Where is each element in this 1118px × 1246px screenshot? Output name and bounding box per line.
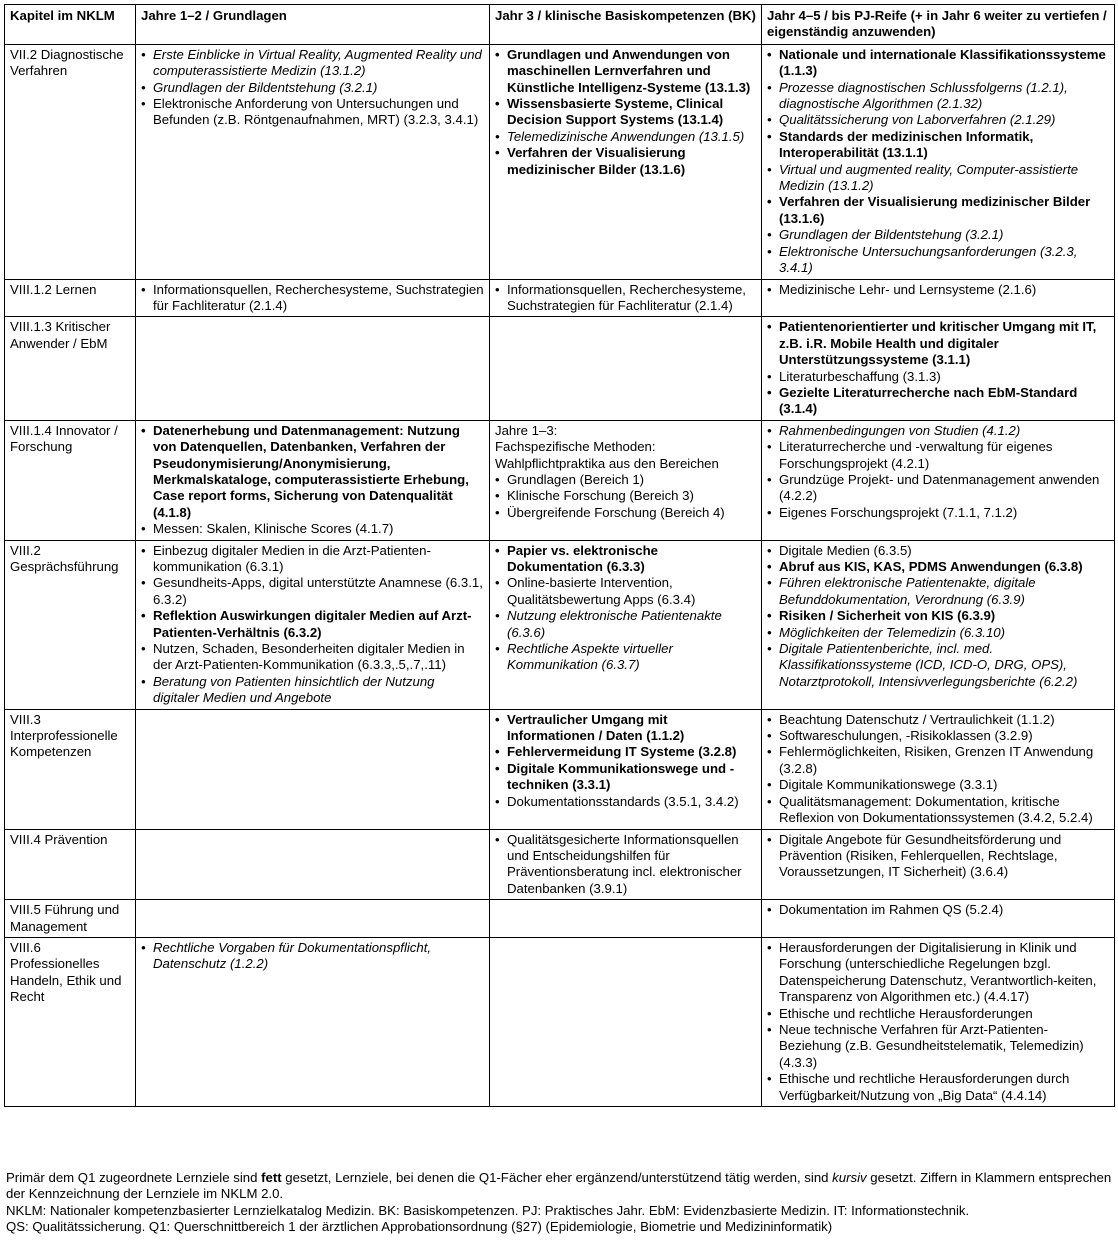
table-row: [5, 540, 1115, 709]
list-item: • Informationsquellen, Recherchesysteme, Suchstrategien für Fachliteratur (2.1.4): [141, 282, 484, 315]
bullet-list: [141, 47, 484, 129]
list-item: • Wissensbasierte Systeme, Clinical Decision Support Systems (13.1.4): [495, 96, 756, 129]
list-item: • Digitale Medien (6.3.5): [767, 543, 1109, 559]
bullet-list: [495, 832, 756, 898]
cell-years-4-5: [762, 279, 1115, 317]
cell-year-3: [490, 279, 762, 317]
list-item: • Risiken / Sicherheit von KIS (6.3.9): [767, 608, 1109, 624]
footnote-text: gesetzt, Lernziele, bei denen die Q1-Fächer eher ergänzend/unterstützend tätig werden, sind: [281, 1170, 833, 1185]
cell-year-3: [490, 937, 762, 1106]
cell-text: Fachspezifische Methoden: Wahlpflichtpraktika aus den Bereichen: [495, 439, 719, 471]
list-item: • Papier vs. elektronische Dokumentation (6.3.3): [495, 543, 756, 576]
bullet-list: [141, 282, 484, 315]
cell-years-1-2: [136, 900, 490, 938]
list-item: • Literaturrecherche und -verwaltung für eigenes Forschungsprojekt (4.2.1): [767, 439, 1109, 472]
cell-years-4-5: [762, 420, 1115, 540]
list-item: • Einbezug digitaler Medien in die Arzt-Patienten-kommunikation (6.3.1): [141, 543, 484, 576]
list-item: • Beachtung Datenschutz / Vertraulichkeit (1.1.2): [767, 712, 1109, 728]
bullet-list: [495, 472, 756, 521]
list-item: • Fehlermöglichkeiten, Risiken, Grenzen IT Anwendung (3.2.8): [767, 744, 1109, 777]
list-item: • Digitale Kommunikationswege (3.3.1): [767, 777, 1109, 793]
table-row: [5, 829, 1115, 900]
footnote-text: Primär dem Q1 zugeordnete Lernziele sind: [6, 1170, 262, 1185]
list-item: • Abruf aus KIS, KAS, PDMS Anwendungen (6.3.8): [767, 559, 1109, 575]
chapter-cell: VIII.1.3 Kritischer Anwender / EbM: [5, 317, 136, 420]
table-row: [5, 937, 1115, 1106]
list-item: • Qualitätsmanagement: Dokumentation, kritische Reflexion von Dokumentationssystemen (3.4.2, 5.2.4): [767, 794, 1109, 827]
list-item: • Führen elektronische Patientenakte, digitale Befunddokumentation, Verordnung (6.3.9): [767, 575, 1109, 608]
table-row: [5, 420, 1115, 540]
list-item: • Dokumentationsstandards (3.5.1, 3.4.2): [495, 794, 756, 810]
list-item: • Qualitätssicherung von Laborverfahren (2.1.29): [767, 112, 1109, 128]
cell-year-3: [490, 900, 762, 938]
footnote-text: gesetzt. Ziffern in Klammern entsprechen der Kennzeichnung der Lernziele im NKLM 2.0.: [6, 1170, 1112, 1202]
chapter-cell: VIII.1.4 Innovator / Forschung: [5, 420, 136, 540]
chapter-cell: VIII.3 Interprofessionelle Kompetenzen: [5, 709, 136, 829]
header-chapter: Kapitel im NKLM: [5, 5, 136, 45]
cell-year-3: [490, 44, 762, 279]
list-item: • Rechtliche Vorgaben für Dokumentationspflicht, Datenschutz (1.2.2): [141, 940, 484, 973]
cell-years-4-5: [762, 900, 1115, 938]
cell-years-1-2: [136, 279, 490, 317]
table-row: [5, 44, 1115, 279]
table-row: [5, 900, 1115, 938]
list-item: • Nutzung elektronische Patientenakte (6.3.6): [495, 608, 756, 641]
list-item: • Prozesse diagnostischen Schlussfolgerns (1.2.1), diagnostische Algorithmen (2.1.32): [767, 80, 1109, 113]
footnote-abbreviations: NKLM: Nationaler kompetenzbasierter Lernzielkatalog Medizin. BK: Basiskompetenzen. PJ: Praktisches Jahr. EbM: Evidenzbasierte Medizin. IT: Informationstechnik.: [6, 1202, 970, 1218]
list-item: • Gesundheits-Apps, digital unterstützte Anamnese (6.3.1, 6.3.2): [141, 575, 484, 608]
list-item: • Nutzen, Schaden, Besonderheiten digitaler Medien in der Arzt-Patienten-Kommunikation (6.3.3,.5,.7,.11): [141, 641, 484, 674]
list-item: • Fehlervermeidung IT Systeme (3.2.8): [495, 744, 756, 760]
list-item: • Grundlagen der Bildentstehung (3.2.1): [767, 227, 1109, 243]
bullet-list: [767, 47, 1109, 277]
list-item: • Telemedizinische Anwendungen (13.1.5): [495, 129, 756, 145]
cell-years-4-5: [762, 540, 1115, 709]
list-item: • Patientenorientierter und kritischer Umgang mit IT, z.B. i.R. Mobile Health und digitaler Unterstützungssysteme (3.1.1): [767, 319, 1109, 368]
list-item: • Elektronische Untersuchungsanforderungen (3.2.3, 3.4.1): [767, 244, 1109, 277]
list-item: • Beratung von Patienten hinsichtlich der Nutzung digitaler Medien und Angebote: [141, 674, 484, 707]
footnote-formatting: [6, 1170, 1112, 1203]
curriculum-table-container: [4, 4, 1114, 1107]
header-years-4-5: Jahr 4–5 / bis PJ-Reife (+ in Jahr 6 weiter zu vertiefen / eigenständig anzuwenden): [762, 5, 1115, 45]
curriculum-table: [4, 4, 1115, 1107]
bullet-list: [141, 543, 484, 707]
table-body: [5, 44, 1115, 1106]
cell-years-1-2: [136, 709, 490, 829]
list-item: • Rechtliche Aspekte virtueller Kommunikation (6.3.7): [495, 641, 756, 674]
cell-years-1-2: [136, 44, 490, 279]
list-item: • Vertraulicher Umgang mit Informationen / Daten (1.1.2): [495, 712, 756, 745]
list-item: • Dokumentation im Rahmen QS (5.2.4): [767, 902, 1109, 918]
list-item: • Softwareschulungen, -Risikoklassen (3.2.9): [767, 728, 1109, 744]
list-item: • Verfahren der Visualisierung medizinischer Bilder (13.1.6): [767, 194, 1109, 227]
chapter-cell: VIII.5 Führung und Management: [5, 900, 136, 938]
bullet-list: [767, 902, 1109, 918]
list-item: • Eigenes Forschungsprojekt (7.1.1, 7.1.2): [767, 505, 1109, 521]
cell-years-1-2: [136, 540, 490, 709]
table-header-row: [5, 5, 1115, 45]
list-item: • Reflektion Auswirkungen digitaler Medien auf Arzt-Patienten-Verhältnis (6.3.2): [141, 608, 484, 641]
list-item: • Datenerhebung und Datenmanagement: Nutzung von Datenquellen, Datenbanken, Verfahren der Pseudonymisierung/Anonymisierung, Merkmalskataloge, computerassistierte Erhebung, Case report forms, Sicherung von Datenqualität (4.1.8): [141, 423, 484, 521]
cell-years-4-5: [762, 937, 1115, 1106]
list-item: • Möglichkeiten der Telemedizin (6.3.10): [767, 625, 1109, 641]
chapter-cell: VIII.4 Prävention: [5, 829, 136, 900]
footnote-bold-word: fett: [261, 1170, 282, 1185]
bullet-list: [767, 282, 1109, 298]
chapter-cell: VIII.2 Gesprächsführung: [5, 540, 136, 709]
list-item: • Digitale Angebote für Gesundheitsförderung und Prävention (Risiken, Fehlerquellen, Rechtslage, Voraussetzungen, IT Sicherheit) (3.6.4): [767, 832, 1109, 881]
list-item: • Grundlagen und Anwendungen von maschinellen Lernverfahren und Künstliche Intelligenz-Systeme (13.1.3): [495, 47, 756, 96]
list-item: • Informationsquellen, Recherchesysteme, Suchstrategien für Fachliteratur (2.1.4): [495, 282, 756, 315]
header-years-1-2: Jahre 1–2 / Grundlagen: [136, 5, 490, 45]
chapter-cell: VII.2 Diagnostische Verfahren: [5, 44, 136, 279]
list-item: • Virtual und augmented reality, Computer-assistierte Medizin (13.1.2): [767, 162, 1109, 195]
bullet-list: [141, 940, 484, 973]
bullet-list: [141, 423, 484, 538]
bullet-list: [767, 712, 1109, 827]
cell-years-4-5: [762, 829, 1115, 900]
bullet-list: [767, 832, 1109, 881]
list-item: • Übergreifende Forschung (Bereich 4): [495, 505, 756, 521]
list-item: • Grundlagen (Bereich 1): [495, 472, 756, 488]
cell-years-1-2: [136, 420, 490, 540]
bullet-list: [495, 47, 756, 178]
bullet-list: [495, 282, 756, 315]
list-item: • Grundlagen der Bildentstehung (3.2.1): [141, 80, 484, 96]
list-item: • Rahmenbedingungen von Studien (4.1.2): [767, 423, 1109, 439]
table-row: [5, 317, 1115, 420]
cell-years-1-2: [136, 317, 490, 420]
cell-years-1-2: [136, 937, 490, 1106]
list-item: • Elektronische Anforderung von Untersuchungen und Befunden (z.B. Röntgenaufnahmen, MRT) (3.2.3, 3.4.1): [141, 96, 484, 129]
bullet-list: [767, 543, 1109, 691]
list-item: • Qualitätsgesicherte Informationsquellen und Entscheidungshilfen für Präventionsberatung incl. elektronischer Datenbanken (3.9.1): [495, 832, 756, 898]
chapter-cell: VIII.1.2 Lernen: [5, 279, 136, 317]
list-item: • Nationale und internationale Klassifikationssysteme (1.1.3): [767, 47, 1109, 80]
list-item: • Erste Einblicke in Virtual Reality, Augmented Reality und computerassistierte Medizin (13.1.2): [141, 47, 484, 80]
list-item: • Grundzüge Projekt- und Datenmanagement anwenden (4.2.2): [767, 472, 1109, 505]
footnote-italic-word: kursiv: [832, 1170, 867, 1185]
table-row: [5, 279, 1115, 317]
list-item: • Verfahren der Visualisierung medizinischer Bilder (13.1.6): [495, 145, 756, 178]
list-item: • Medizinische Lehr- und Lernsysteme (2.1.6): [767, 282, 1109, 298]
list-item: • Digitale Patientenberichte, incl. med. Klassifikationssysteme (ICD, ICD-O, DRG, OPS), Notarztprotokoll, Intensivverlegungsberichte (6.2.2): [767, 641, 1109, 690]
cell-years-4-5: [762, 44, 1115, 279]
bullet-list: [767, 940, 1109, 1104]
chapter-cell: VIII.6 Professionelles Handeln, Ethik und Recht: [5, 937, 136, 1106]
table-row: [5, 709, 1115, 829]
cell-years-1-2: [136, 829, 490, 900]
footnote-abbreviations-2: QS: Qualitätssicherung. Q1: Querschnittbereich 1 der ärztlichen Approbationsordnung (§27) (Epidemiologie, Biometrie und Medizininformatik): [6, 1219, 833, 1235]
bullet-list: [767, 423, 1109, 521]
cell-years-4-5: [762, 317, 1115, 420]
list-item: • Herausforderungen der Digitalisierung in Klinik und Forschung (unterschiedliche Regelungen bzgl. Datenspeicherung Datenschutz, Verantwortlich-keiten, Transparenz von Algorithmen etc.) (4.4.17): [767, 940, 1109, 1006]
header-year-3: Jahr 3 / klinische Basiskompetenzen (BK): [490, 5, 762, 45]
cell-year-3: [490, 709, 762, 829]
list-item: • Neue technische Verfahren für Arzt-Patienten-Beziehung (z.B. Gesundheitstelematik, Telemedizin) (4.3.3): [767, 1022, 1109, 1071]
list-item: • Standards der medizinischen Informatik, Interoperabilität (13.1.1): [767, 129, 1109, 162]
cell-years-4-5: [762, 709, 1115, 829]
list-item: • Ethische und rechtliche Herausforderungen: [767, 1006, 1109, 1022]
list-item: • Gezielte Literaturrecherche nach EbM-Standard (3.1.4): [767, 385, 1109, 418]
list-item: • Online-basierte Intervention, Qualitätsbewertung Apps (6.3.4): [495, 575, 756, 608]
bullet-list: [767, 319, 1109, 417]
cell-year-3: [490, 317, 762, 420]
cell-year-3: [490, 540, 762, 709]
list-item: • Literaturbeschaffung (3.1.3): [767, 369, 1109, 385]
list-item: • Klinische Forschung (Bereich 3): [495, 488, 756, 504]
cell-year-3: [490, 420, 762, 540]
list-item: • Messen: Skalen, Klinische Scores (4.1.7): [141, 521, 484, 537]
cell-text: Jahre 1–3:: [495, 422, 558, 438]
cell-year-3: [490, 829, 762, 900]
list-item: • Ethische und rechtliche Herausforderungen durch Verfügbarkeit/Nutzung von „Big Data“ (4.4.14): [767, 1071, 1109, 1104]
bullet-list: [495, 712, 756, 810]
list-item: • Digitale Kommunikationswege und -techniken (3.3.1): [495, 761, 756, 794]
bullet-list: [495, 543, 756, 674]
table-footnotes: [6, 1170, 1112, 1236]
